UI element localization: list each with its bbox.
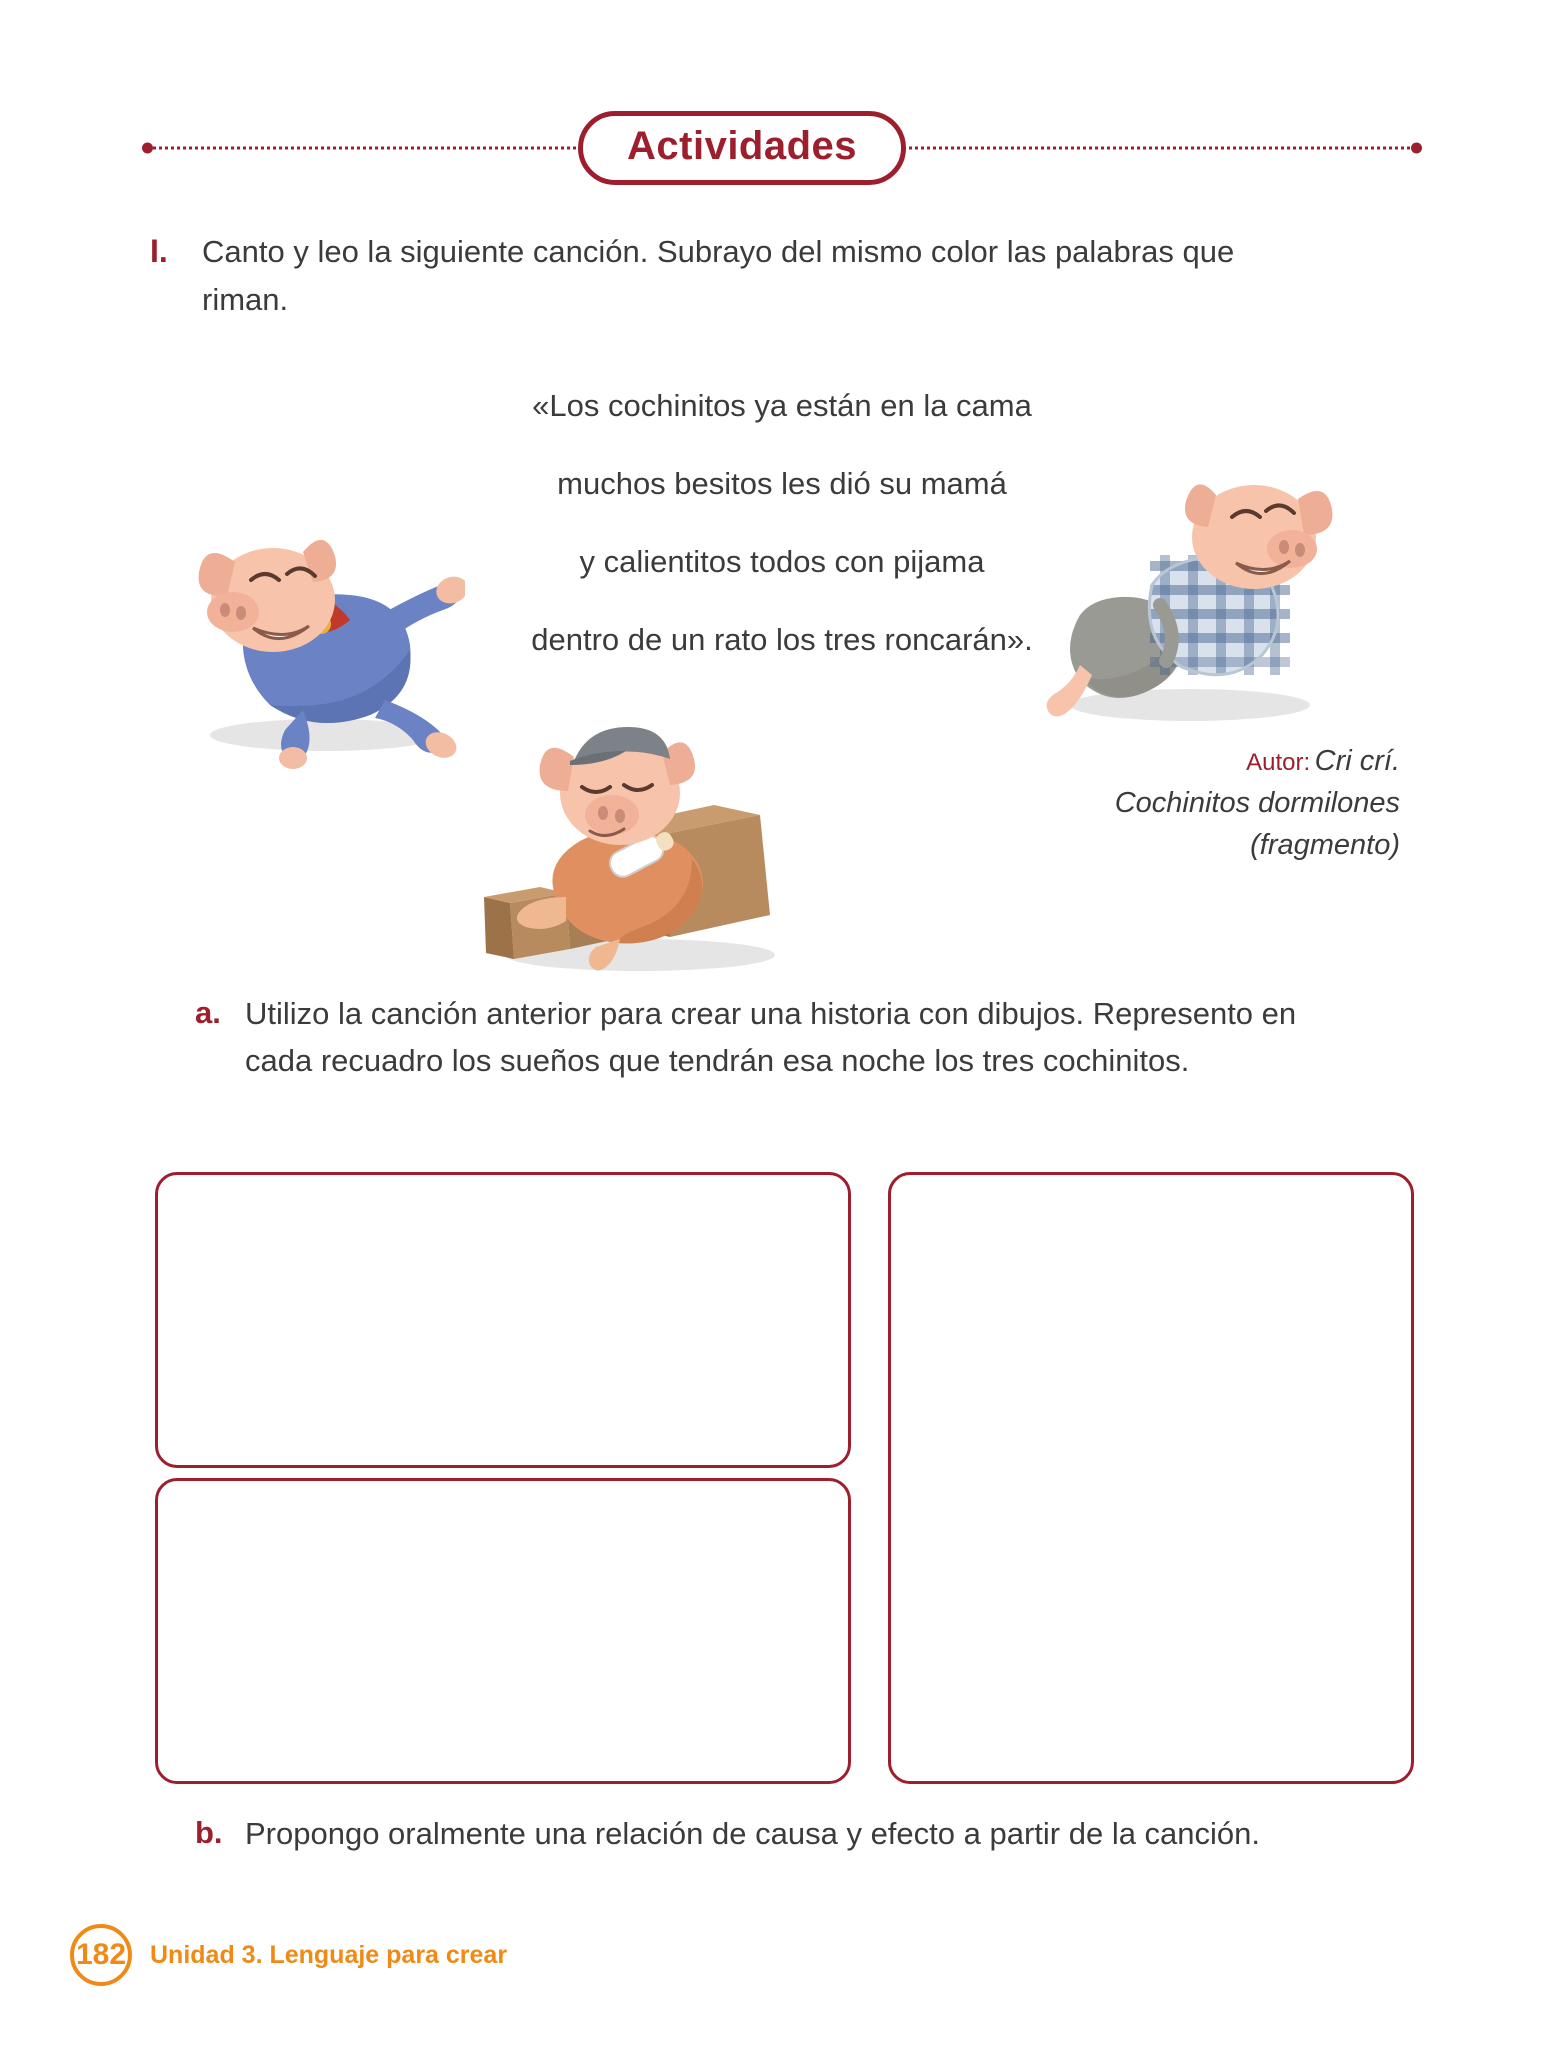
header-dot-right bbox=[1411, 143, 1422, 154]
subitem-b-letter: b. bbox=[195, 1815, 223, 1850]
exercise-1-text: Canto y leo la siguiente canción. Subrayo del mismo color las palabras que riman. bbox=[202, 234, 1235, 318]
subitem-b-text: Propongo oralmente una relación de causa y efecto a partir de la canción. bbox=[245, 1816, 1261, 1851]
author-name: Cri crí. bbox=[1314, 745, 1400, 777]
exercise-1 bbox=[150, 228, 1390, 324]
page-header bbox=[148, 108, 1416, 188]
credit-line-1 bbox=[900, 740, 1400, 782]
pig-lying-checkered-shirt-illustration bbox=[1040, 465, 1340, 735]
subitem-a-letter: a. bbox=[195, 995, 221, 1030]
pig-lying-blue-pajamas-illustration bbox=[175, 500, 465, 770]
footer-unit-text: Unidad 3. Lenguaje para crear bbox=[150, 1940, 508, 1969]
song-line-2: muchos besitos les dió su mamá bbox=[557, 466, 1007, 501]
source-credit bbox=[900, 740, 1400, 866]
song-line-1: «Los cochinitos ya están en la cama bbox=[532, 388, 1032, 423]
subitem-a bbox=[195, 990, 1395, 1084]
author-label: Autor: bbox=[1246, 749, 1311, 776]
header-dot-left bbox=[142, 143, 153, 154]
song-line-3: y calientitos todos con pijama bbox=[579, 544, 985, 579]
credit-note: (fragmento) bbox=[1250, 829, 1400, 862]
drawing-box-bottom-left[interactable] bbox=[155, 1478, 851, 1784]
song-line-4: dentro de un rato los tres roncarán». bbox=[531, 622, 1033, 657]
drawing-box-right[interactable] bbox=[888, 1172, 1414, 1784]
subitem-a-text: Utilizo la canción anterior para crear una historia con dibujos. Represento en cada recuadro los sueños que tendrán esa noche los tres cochinitos. bbox=[245, 996, 1297, 1079]
section-title-badge: Actividades bbox=[578, 111, 906, 185]
exercise-1-number: I. bbox=[150, 233, 168, 269]
drawing-box-top-left[interactable] bbox=[155, 1172, 851, 1468]
work-title: Cochinitos dormilones bbox=[1114, 787, 1400, 820]
subitem-b bbox=[195, 1810, 1415, 1857]
pig-sitting-on-boxes-illustration bbox=[470, 665, 800, 975]
page-footer bbox=[70, 1924, 507, 1986]
page-number-badge: 182 bbox=[70, 1924, 132, 1986]
